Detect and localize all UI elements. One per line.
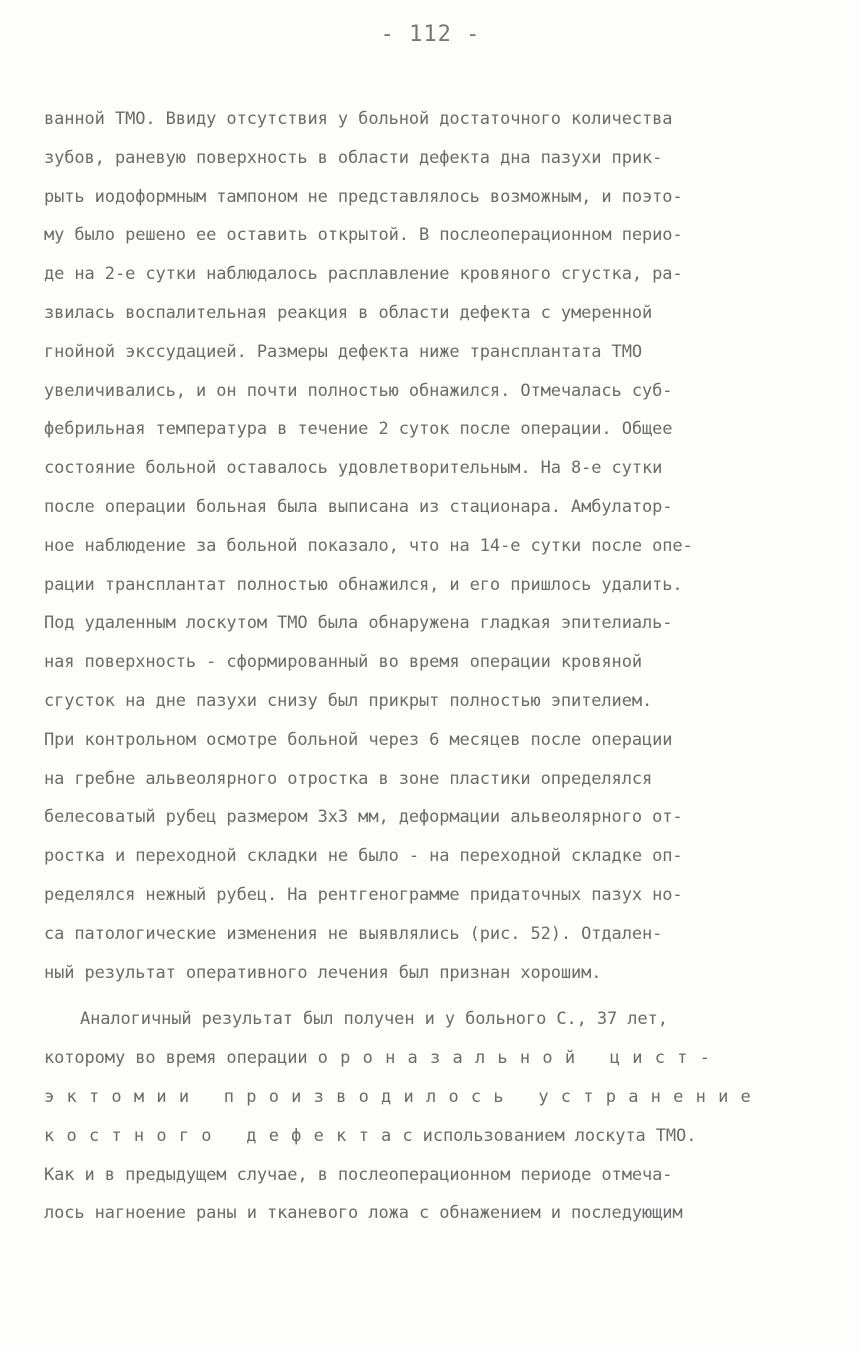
text-line: Как и в предыдущем случае, в послеоперационном периоде отмеча- [44,1164,673,1185]
text-line: звилась воспалительная реакция в области дефекта с умеренной [44,302,653,323]
paragraph-gap [44,992,824,1000]
text-line: му было решено ее оставить открытой. В послеоперационном перио- [44,225,683,246]
body-text [44,100,824,1233]
text-line: ная поверхность - сформированный во время операции кровяной [44,652,642,673]
text-line: ное наблюдение за больной показало, что на 14-е сутки после опе- [44,535,693,556]
spaced-emphasis-line: э к т о м и и п р о и з в о д и л о с ь у с т р а н е н и е [44,1086,752,1107]
text-line: гнойной экссудацией. Размеры дефекта ниже трансплантата ТМО [44,341,642,362]
text-line: на гребне альвеолярного отростка в зоне пластики определялся [44,768,653,789]
text-line: лось нагноение раны и тканевого ложа с обнажением и последующим [44,1203,683,1224]
page-number: - 112 - [380,22,481,47]
text-run: с использованием лоскута ТМО. [392,1125,697,1146]
text-line: белесоватый рубец размером 3х3 мм, деформации альвеолярного от- [44,807,683,828]
paragraph-2 [44,1000,824,1233]
text-line: сгусток на дне пазухи снизу был прикрыт полностью эпителием. [44,690,653,711]
text-line: де на 2-е сутки наблюдалось расплавление кровяного сгустка, ра- [44,264,683,285]
text-line: фебрильная температура в течение 2 суток после операции. Общее [44,419,673,440]
text-line: ванной ТМО. Ввиду отсутствия у больной достаточного количества [44,109,673,129]
text-line: после операции больная была выписана из стационара. Амбулатор- [44,496,673,517]
text-line: ный результат оперативного лечения был признан хорошим. [44,962,602,983]
text-line: Под удаленным лоскутом ТМО была обнаружена гладкая эпителиаль- [44,613,673,634]
text-line: рыть иодоформным тампоном не представлялось возможным, и поэто- [44,186,683,207]
text-line: са патологические изменения не выявлялись (рис. 52). Отдален- [44,923,663,944]
spaced-emphasis: к о с т н о г о д е ф е к т а [44,1125,393,1146]
text-line [44,1117,824,1156]
spaced-emphasis: о р о н а з а л ь н о й ц и с т - [317,1048,711,1069]
text-line: зубов, раневую поверхность в области дефекта дна пазухи прик- [44,147,663,168]
text-line: рации трансплантат полностью обнажился, и его пришлось удалить. [44,574,683,595]
text-line: состояние больной оставалось удовлетворительным. На 8-е сутки [44,458,663,479]
paragraph-1 [44,100,824,992]
text-line: ределялся нежный рубец. На рентгенограмме придаточных пазух но- [44,884,683,905]
text-line [44,1039,824,1078]
text-line: При контрольном осмотре больной через 6 месяцев после операции [44,729,673,750]
text-line: Аналогичный результат был получен и у больного С., 37 лет, [80,1009,668,1030]
text-run: которому во время операции [44,1048,318,1069]
text-line: ростка и переходной складки не было - на переходной складке оп- [44,846,683,867]
text-line: увеличивались, и он почти полностью обнажился. Отмечалась суб- [44,380,673,401]
